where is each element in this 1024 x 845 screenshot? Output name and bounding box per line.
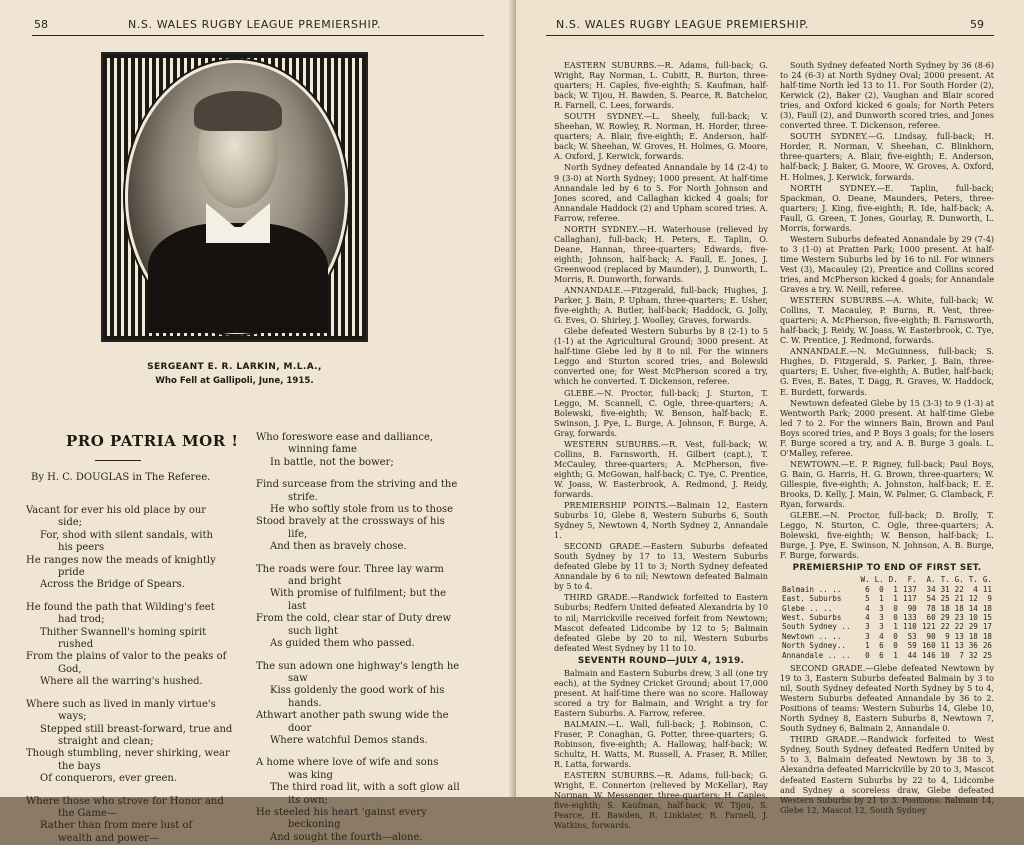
report-paragraph: GLEBE.—N. Proctor, full-back; D. Brolly, T. Leggo, N. Sturton, C. Ogle, three-quarters; A. Bolewski, five-eighth; W. Benson, half-back; L. Burge, J. Pye, E. Swinson, N. Johnson, A. B. Burge, F. Burge, forwards.	[780, 510, 994, 561]
report-paragraph: SECOND GRADE.—Eastern Suburbs defeated South Sydney by 17 to 13, Western Suburbs defeated Glebe by 11 to 3; North Sydney defeated Annandale by 6 to nil; Newtown defeated Balmain by 5 to 4.	[554, 541, 768, 592]
table-cell: 117	[903, 594, 917, 604]
table-cell: 22	[954, 584, 964, 594]
poem-line: From the cold, clear star of Duty drew	[256, 613, 452, 625]
poem-line: rushed	[58, 639, 94, 651]
report-paragraph: Glebe defeated Western Suburbs by 8 (2-1) to 5 (1-1) at the Agricultural Ground; 3000 present. At half-time Glebe led by 8 to nil. For the winners Leggo and Sturton scored tries, and Bolewski converted one; for West McPherson scored a try, which he converted. T. Dickenson, referee.	[554, 326, 768, 387]
table-cell: 15	[982, 612, 992, 622]
table-cell: 34	[926, 584, 936, 594]
poem-line: Of conquerors, ever green.	[40, 773, 178, 785]
table-header-cell: A.	[926, 575, 936, 585]
table-cell: 10	[940, 650, 950, 660]
header-rule-right	[546, 35, 994, 36]
table-cell: 90	[907, 603, 917, 613]
poem-line: With promise of fulfilment; but the	[270, 588, 446, 600]
poem-line: straight and clean;	[58, 735, 154, 747]
table-cell: 60	[926, 612, 936, 622]
report-column-2	[780, 60, 994, 816]
report-paragraph: SECOND GRADE.—Glebe defeated Newtown by 19 to 3, Eastern Suburbs defeated Balmain by 3 to nil, South Sydney defeated North Sydney by 5 to 4, Western Suburbs defeated Annandale by 36 to 2. Positions of teams: Western Suburbs 14, Glebe 10, North Sydney 8, Eastern Suburbs 8, Newtown 7, South Sydney 6, Balmain 2, Annandale 0.	[780, 663, 994, 734]
report-paragraph: Newtown defeated Glebe by 15 (3-3) to 9 (1-3) at Wentworth Park; 2000 present. At half-time Glebe led 7 to 2. For the winners Bain, Brown and Paul Boys scored tries, and P. Boys 3 goals; for the losers F. Burge scored a try, and A. B. Burge 3 goals. L. O'Malley, referee.	[780, 397, 994, 458]
poem-line: A home where love of wife and sons	[256, 757, 439, 769]
report-paragraph: South Sydney defeated North Sydney by 36 (8-6) to 24 (6-3) at North Sydney Oval; 2000 present. At half-time North led 13 to 11. For South Horder (2), Kerwick (2), Baker (2), Vaughan and Blair scored tries, and Oxford kicked 6 goals; for North Peters (3), Faull (2), and Dunworth scored tries, and Jones converted three. T. Dickenson, referee.	[780, 60, 994, 131]
portrait-caption-sub: Who Fell at Gallipoli, June, 1915.	[155, 376, 314, 386]
table-cell: 10	[968, 612, 978, 622]
poem-line: Where those who strove for Honor and	[26, 795, 224, 807]
poem-line: Where watchful Demos stands.	[270, 734, 428, 746]
team-name-cell: Balmain .. ..	[782, 584, 842, 594]
table-cell: 17	[982, 622, 992, 632]
poem-line: God,	[58, 663, 82, 675]
team-name-cell: West. Suburbs	[782, 612, 842, 622]
poem-line: had trod;	[58, 614, 105, 626]
table-cell: 13	[954, 641, 964, 651]
poem-title: PRO PATRIA MOR !	[66, 432, 239, 450]
stanza-break	[26, 689, 232, 699]
table-cell: 18	[982, 603, 992, 613]
table-cell: 3	[865, 631, 870, 641]
table-cell: 31	[940, 584, 950, 594]
poem-line: pride	[58, 567, 85, 579]
poem-line: hands.	[288, 697, 322, 709]
poem-column-1	[26, 505, 232, 845]
report-paragraph: Balmain and Eastern Suburbs drew, 3 all (one try each), at the Sydney Cricket Ground; about 17,000 present. At half-time there was no score. Halloway scored a try for Balmain, and Wright a try for Eastern Suburbs. A. Farrow, referee.	[554, 667, 768, 718]
header-rule-left	[32, 35, 484, 36]
poem-line: He who softly stole from us to those	[270, 504, 454, 516]
report-paragraph: EASTERN SUBURBS.—R. Adams, full-back; G. Wright, E. Connerton (relieved by McKellar), Ray Norman, W. Messenger, three-quarters; H. Caples, five-eighth; S. Kaufman, half-back; W. Tijou, S. Pearce, H. Bawden, R. Linklater, R. Farnell, J. Watkins, forwards.	[554, 770, 768, 831]
table-header-cell: G.	[954, 575, 964, 585]
poem-line: winning fame	[288, 444, 357, 456]
table-cell: 3	[879, 603, 884, 613]
table-cell: 11	[940, 641, 950, 651]
report-paragraph: BALMAIN.—L. Wall, full-back; J. Robinson, C. Fraser, P. Conaghan, G. Potter, three-quarters; G. Robinson, five-eighth; A. Halloway, half-back; W. Schultz, H. Watts, M. Russell, A. Fraser, R. Miller, R. Latta, forwards.	[554, 719, 768, 770]
table-row	[780, 632, 994, 641]
table-cell: 0	[865, 650, 870, 660]
table-cell: 18	[982, 631, 992, 641]
poem-line: Though stumbling, never shirking, wear	[26, 748, 230, 760]
poem-line: In battle, not the bower;	[270, 456, 394, 468]
table-cell: 53	[907, 631, 917, 641]
page-number-left: 58	[34, 18, 48, 31]
poem-line: its own;	[288, 794, 328, 806]
table-cell: 0	[879, 584, 884, 594]
poem-line: life,	[288, 528, 308, 540]
poem-line: Stood bravely at the crossways of his	[256, 516, 445, 528]
table-cell: 4	[879, 631, 884, 641]
table-row	[780, 585, 994, 594]
section-heading: SEVENTH ROUND—JULY 4, 1919.	[577, 655, 745, 666]
table-cell: 0	[893, 603, 898, 613]
page-header-left: N.S. WALES RUGBY LEAGUE PREMIERSHIP.	[128, 18, 381, 31]
table-header-row	[780, 575, 994, 584]
table-row	[780, 622, 994, 631]
table-cell: 1	[879, 594, 884, 604]
table-cell: 21	[954, 594, 964, 604]
table-header-cell: G.	[982, 575, 992, 585]
report-column-1	[554, 60, 768, 832]
poem-line: his peers	[58, 542, 105, 554]
table-cell: 1	[865, 641, 870, 651]
team-name-cell: Newtown .. ..	[782, 631, 842, 641]
team-name-cell: Glebe .. ..	[782, 603, 833, 613]
table-cell: 12	[968, 594, 978, 604]
poem-line: Rather than from mere lust of	[40, 820, 193, 832]
poem-line: strife.	[288, 491, 318, 503]
page-number-right: 59	[970, 18, 984, 31]
table-cell: 25	[940, 594, 950, 604]
report-paragraph: Western Suburbs defeated Annandale by 29 (7-4) to 3 (1-0) at Pratten Park; 1000 present. At half-time Western Suburbs led by 16 to nil. For winners Vest (3), Macauley (2), Prentice and Collins scored tries, and McPherson kicked 4 goals; for Annandale Graves a try. W. Neill, referee.	[780, 233, 994, 295]
table-cell: 22	[954, 622, 964, 632]
poem-line: Find surcease from the striving and the	[256, 479, 458, 491]
table-cell: 146	[921, 650, 936, 660]
table-cell: 4	[865, 603, 870, 613]
table-cell: 26	[982, 641, 992, 651]
team-name-cell: North Sydney..	[782, 641, 847, 651]
table-cell: 54	[926, 594, 936, 604]
poem-line: saw	[288, 672, 308, 684]
team-name-cell: East. Suburbs	[782, 594, 842, 604]
table-cell: 4	[865, 612, 870, 622]
table-cell: 110	[903, 622, 917, 632]
table-header-cell: F.	[907, 575, 917, 585]
table-cell: 1	[893, 584, 898, 594]
report-paragraph: THIRD GRADE.—Randwick forfeited to Eastern Suburbs; Redfern United defeated Alexandria by 10 to nil; Marrickville received forfeit from Newtown; Mascot defeated Lidcombe by 12 to 5; Balmain defeated Glebe by 20 to nil, Western Suburbs defeated West Sydney by 11 to 10.	[554, 592, 768, 653]
table-cell: 160	[921, 641, 936, 651]
table-cell: 44	[907, 650, 917, 660]
poem-line: Where all the warring's hushed.	[40, 676, 203, 688]
premiership-table	[780, 575, 994, 660]
table-cell: 13	[954, 631, 964, 641]
table-cell: 5	[865, 594, 870, 604]
table-header-cell: D.	[888, 575, 898, 585]
poem-line: The roads were four. Three lay warm	[256, 563, 444, 575]
poem-line: was king	[288, 769, 333, 781]
table-cell: 29	[968, 622, 978, 632]
poem-line: wealth and power—	[58, 832, 159, 844]
portrait-oval	[125, 60, 348, 334]
table-cell: 9	[987, 594, 992, 604]
table-cell: 6	[879, 650, 884, 660]
section-heading: PREMIERSHIP TO END OF FIRST SET.	[792, 563, 982, 574]
table-cell: 1	[893, 594, 898, 604]
table-cell: 137	[903, 584, 917, 594]
poem-line: such light	[288, 625, 339, 637]
poem-line: The third road lit, with a soft glow all	[270, 782, 460, 794]
poem-line: He found the path that Wilding's feet	[26, 601, 215, 613]
table-cell: 18	[940, 603, 950, 613]
poem-line: Thither Swannell's homing spirit	[40, 626, 207, 638]
poem-line: Who foreswore ease and dalliance,	[256, 432, 434, 443]
table-cell: 78	[926, 603, 936, 613]
stanza-break	[26, 786, 232, 796]
report-paragraph: North Sydney defeated Annandale by 14 (2-4) to 9 (3-0) at North Sydney; 1000 present. At half-time Annandale led by 6 to 5. For North Johnson and Jones scored, and Callaghan kicked 4 goals; for Annandale Haddock (2) and Upham scored tries. A. Farrow, referee.	[554, 162, 768, 223]
stanza-break	[26, 592, 232, 602]
report-paragraph: PREMIERSHIP POINTS.—Balmain 12, Eastern Suburbs 10, Glebe 8, Western Suburbs 6, South Sydney 5, Newtown 4, North Sydney 2, Annandale 1.	[554, 500, 768, 541]
stanza-break	[256, 651, 460, 661]
table-cell: 1	[893, 622, 898, 632]
team-name-cell: Annandale .. ..	[782, 650, 851, 660]
poem-line: He steeled his heart 'gainst every	[256, 806, 427, 818]
poem-line: the Game—	[58, 807, 117, 819]
table-cell: 11	[982, 584, 992, 594]
stanza-break	[256, 554, 460, 564]
poem-line: beckoning	[288, 819, 341, 831]
report-column-2-bottom	[780, 663, 994, 815]
poem-line: Athwart another path swung wide the	[256, 710, 449, 722]
poem-line: side;	[58, 517, 83, 529]
table-cell: 7	[959, 650, 964, 660]
table-row	[780, 651, 994, 660]
report-paragraph: WESTERN SUBURBS.—R. Vest, full-back; W. Collins, B. Farnsworth, H. Gilbert (capt.), T. McCauley, three-quarters; A. McPherson, five-eighth; G. McGowan, half-back; C. Tye, C. Prentice, W. Joass, W. Easterbrook, A. Redmond, J. Reidy, forwards.	[554, 438, 768, 499]
table-cell: 14	[968, 603, 978, 613]
table-cell: 22	[940, 622, 950, 632]
poem-line: The sun adown one highway's length he	[256, 660, 460, 672]
table-header-cell: L.	[874, 575, 884, 585]
table-cell: 32	[968, 650, 978, 660]
table-cell: 18	[954, 603, 964, 613]
poem-line: door	[288, 722, 312, 734]
table-cell: 59	[907, 641, 917, 651]
report-paragraph: EASTERN SUBURBS.—R. Adams, full-back; G. Wright, Ray Norman, L. Cubitt, R. Burton, three-quarters; H. Caples, five-eighth; S. Kaufman, half-back; W. Tijou, H. Bawden, S. Pearce, R. Batchelor, R. Farnell, C. Lees, forwards.	[554, 60, 768, 111]
poem-line: last	[288, 600, 307, 612]
poem-line: From the plains of valor to the peaks of	[26, 651, 227, 663]
stanza-break	[256, 469, 460, 479]
table-row	[780, 641, 994, 650]
poem-line: As guided them who passed.	[270, 638, 415, 650]
table-cell: 23	[954, 612, 964, 622]
report-paragraph: SOUTH SYDNEY.—L. Sheely, full-back; V. Sheehan, W. Rowley, R. Norman, H. Horder, three-quarters; A. Blair, five-eighth; E. Anderson, half-back; W. Sheehan, W. Groves, H. Holmes, G. Moore, A. Oxford, J. Kerwick, forwards.	[554, 111, 768, 162]
poem-line: Across the Bridge of Spears.	[40, 579, 185, 591]
report-paragraph: SOUTH SYDNEY.—G. Lindsay, full-back; H. Horder, R. Norman, V. Sheehan, C. Blinkhorn, three-quarters; A. Blair, five-eighth; E. Anderson, half-back; J. Baker, G. Moore, W. Groves, A. Oxford, H. Holmes, J. Kerwick, forwards.	[780, 131, 994, 182]
report-paragraph: NORTH SYDNEY.—H. Waterhouse (relieved by Callaghan), full-back; H. Peters, E. Taplin, O. Deane, Hannan, three-quarters; Edwards, five-eighth; Johnson, half-back; A. Faull, E. Jones, J. Greenwood (replaced by Maunder), J. Dunworth, L. Morris, R. Dunworth, forwards.	[554, 223, 768, 284]
poem-line: and bright	[288, 576, 342, 588]
page-header-right: N.S. WALES RUGBY LEAGUE PREMIERSHIP.	[556, 18, 809, 31]
report-paragraph: NORTH SYDNEY.—E. Taplin, full-back; Spackman, O. Deane, Maunders, Peters, three-quarters; J. King, five-eighth; R. Ide, half-back; A. Faull, G. Green, T. Jones, Gourlay, R. Dunworth, L. Morris, forwards.	[780, 182, 994, 233]
table-cell: 18	[968, 631, 978, 641]
table-row	[780, 594, 994, 603]
table-header-cell	[780, 575, 858, 584]
poem-line: And sought the fourth—alone.	[270, 831, 423, 843]
poem-line: And then as bravely chose.	[270, 541, 407, 553]
table-cell: 0	[893, 612, 898, 622]
table-cell: 3	[879, 622, 884, 632]
table-cell: 90	[926, 631, 936, 641]
poem-line: Kiss goldenly the good work of his	[270, 685, 445, 697]
table-cell: 1	[893, 650, 898, 660]
poem-line: the bays	[58, 760, 101, 772]
poem-line: Stepped still breast-forward, true and	[40, 723, 233, 735]
table-header-cell: T.	[940, 575, 950, 585]
team-name-cell: South Sydney ..	[782, 622, 851, 632]
poem-author: By H. C. DOUGLAS in The Referee.	[31, 472, 211, 483]
table-cell: 4	[973, 584, 978, 594]
table-cell: 3	[865, 622, 870, 632]
table-cell: 133	[903, 612, 917, 622]
table-cell: 9	[945, 631, 950, 641]
table-cell: 6	[879, 641, 884, 651]
table-cell: 6	[865, 584, 870, 594]
table-cell: 29	[940, 612, 950, 622]
stanza-break	[256, 747, 460, 757]
report-paragraph: WESTERN SUBURBS.—A. White, full-back; W. Collins, T. Macauley, P. Burns, R. Vest, three-quarters; A. McPherson, five-eighth; B. Farnsworth, half-back; J. Reidy, W. Joass, W. Easterbrook, C. Tye, C. W. Prentice, J. Redmond, forwards.	[780, 295, 994, 346]
report-paragraph: ANNANDALE.—N. McGuinness, full-back; S. Hughes, D. Fitzgerald, S. Parker, J. Bain, three-quarters; E. Usher, five-eighth; A. Butler, half-back; G. Eves, E. Bates, T. Dagg, R. Graves, W. Haddock, E. Burdett, forwards.	[780, 346, 994, 397]
poem-line: ways;	[58, 711, 87, 723]
table-cell: 36	[968, 641, 978, 651]
portrait-hair	[194, 91, 282, 131]
poem-line: Where such as lived in manly virtue's	[26, 698, 216, 710]
table-cell: 121	[921, 622, 936, 632]
table-row	[780, 613, 994, 622]
report-column-2-top	[780, 60, 994, 573]
table-cell: 0	[893, 641, 898, 651]
table-cell: 25	[982, 650, 992, 660]
report-paragraph: THIRD GRADE.—Randwick forfeited to West Sydney, South Sydney defeated Redfern United by 5 to 3, Balmain defeated Newtown by 38 to 3, Alexandria defeated Marrickville by 20 to 3, Mascot defeated Eastern Suburbs by 22 to 4, Lidcombe and Sydney a scoreless draw, Glebe defeated Western Suburbs by 21 to 3. Positions: Balmain 14, Glebe 12, Mascot 12, South Sydney	[780, 734, 994, 815]
poem-line: For, shod with silent sandals, with	[40, 529, 213, 541]
portrait-photo	[101, 52, 368, 342]
portrait-caption-name: SERGEANT E. R. LARKIN, M.L.A.,	[147, 362, 322, 372]
poem-line: He ranges now the meads of knightly	[26, 554, 216, 566]
right-page	[516, 0, 1024, 831]
title-rule	[95, 460, 141, 461]
poem-line: Vacant for ever his old place by our	[26, 505, 207, 516]
table-row	[780, 604, 994, 613]
table-header-cell: T.	[968, 575, 978, 585]
report-paragraph: GLEBE.—N. Proctor, full-back; J. Sturton, T. Leggo, M. Scannell, C. Ogle, three-quarters; A. Bolewski, five-eighth; W. Benson, half-back; E. Swinson, J. Pye, L. Burge, A. Johnson, F. Burge, A. Gray, forwards.	[554, 387, 768, 438]
table-cell: 0	[893, 631, 898, 641]
report-paragraph: ANNANDALE.—Fitzgerald, full-back; Hughes, J. Parker, J. Bain, P. Upham, three-quarters; E. Usher, five-eighth; A. Butler, half-back; Haddock, G. Jolly, G. Eves, O. Shirley, J. Woolley, Graves, forwards.	[554, 285, 768, 326]
table-header-cell: W.	[860, 575, 870, 585]
report-paragraph: NEWTOWN.—E. P. Rigney, full-back; Paul Boys, G. Bain, G. Harris, H. G. Brown, three-quarters; W. Gillespie, five-eighth; A. Johnston, half-back; E. E. Brooks, D. Kelly, J. Main, W. Palmer, G. Clamback, F. Ryan, forwards.	[780, 458, 994, 510]
table-cell: 3	[879, 612, 884, 622]
poem-column-2	[256, 432, 460, 844]
